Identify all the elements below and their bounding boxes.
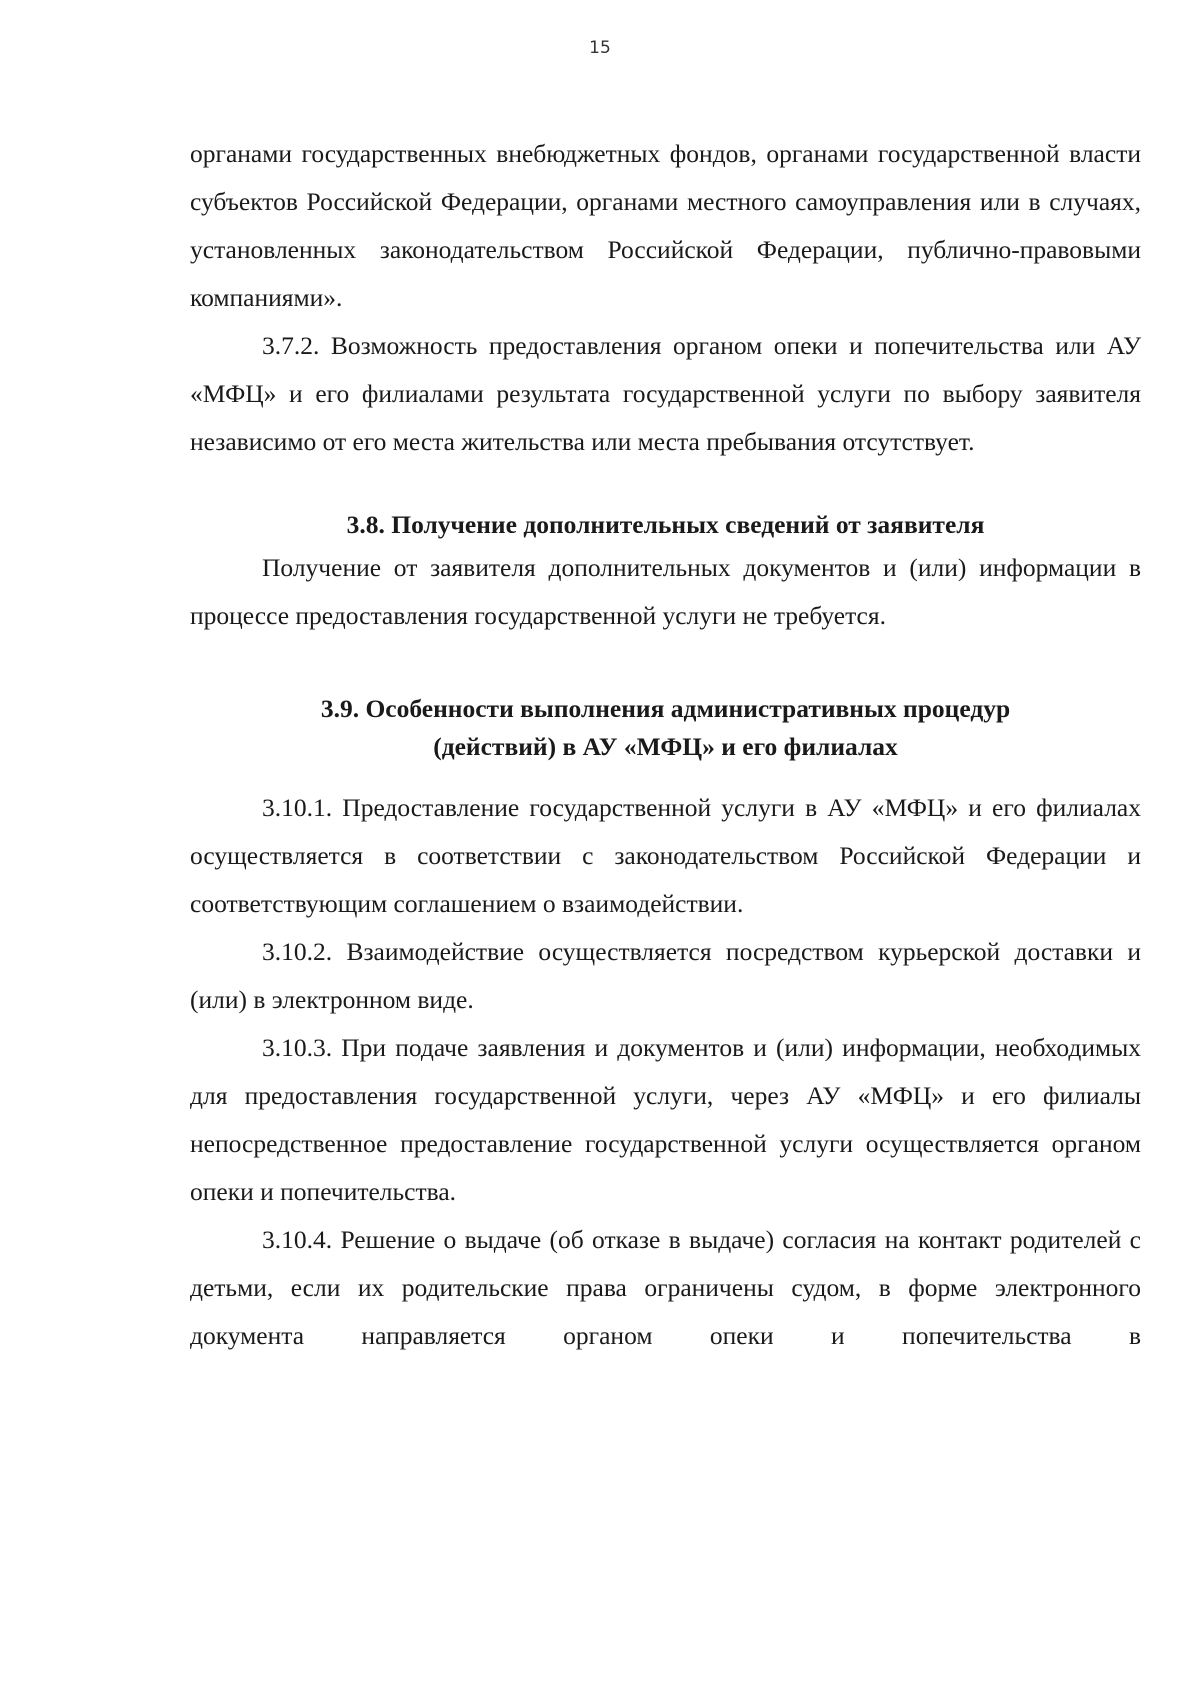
heading-3-9-line-2: (действий) в АУ «МФЦ» и его филиалах [433,732,898,761]
paragraph-3-10-2: 3.10.2. Взаимодействие осуществляется посредством курьерской доставки и (или) в электронном виде. [190,937,1141,1014]
paragraph-3-10-1: 3.10.1. Предоставление государственной услуги в АУ «МФЦ» и его филиалах осуществляется в соответствии с законодательством Российской Федерации и соответствующим соглашением о взаимодействии. [190,793,1141,918]
page-number: 15 [589,38,611,58]
paragraph-3-10-3: 3.10.3. При подаче заявления и документов и (или) информации, необходимых для предоставления государственной услуги, через АУ «МФЦ» и его филиалы непосредственное предоставление государственной услуги осуществляется органом опеки и попечительства. [190,1033,1141,1206]
document-body [190,130,1141,1360]
paragraph-continuation: органами государственных внебюджетных фондов, органами государственной власти субъектов Российской Федерации, органами местного самоуправления или в случаях, установленных законодательством Российской Федерации, публично-правовыми компаниями». [190,139,1141,312]
heading-3-9-line-1: 3.9. Особенности выполнения административных процедур [320,694,1011,723]
paragraph-3-10-4: 3.10.4. Решение о выдаче (об отказе в выдаче) согласия на контакт родителей с детьми, если их родительские права ограничены судом, в форме электронного документа направляется органом опеки и попечительства в [190,1225,1141,1350]
heading-3-8: 3.8. Получение дополнительных сведений от заявителя [346,510,985,539]
paragraph-3-8-body: Получение от заявителя дополнительных документов и (или) информации в процессе предоставления государственной услуги не требуется. [190,553,1141,630]
spacer [190,466,1141,506]
spacer [190,640,1141,690]
heading-3-9 [190,690,1141,766]
paragraph-3-7-2: 3.7.2. Возможность предоставления органом опеки и попечительства или АУ «МФЦ» и его филиалами результата государственной услуги по выбору заявителя независимо от его места жительства или места пребывания отсутствует. [190,331,1141,456]
spacer [190,766,1141,784]
